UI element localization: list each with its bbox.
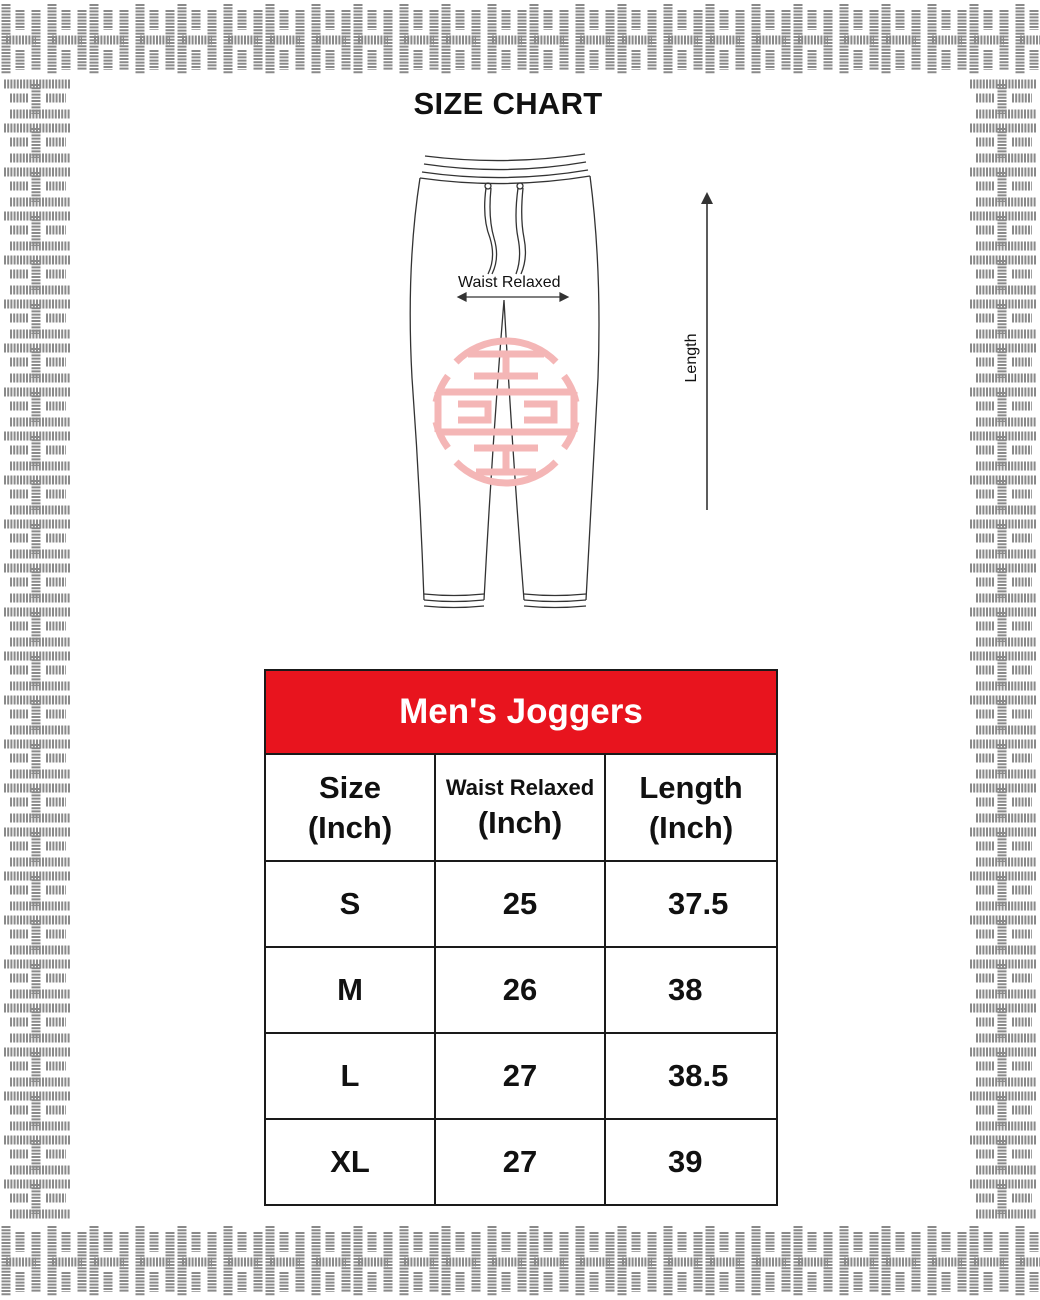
table-title: Men's Joggers bbox=[265, 670, 777, 754]
cell-size: XL bbox=[265, 1119, 435, 1205]
table-row bbox=[265, 1119, 777, 1205]
waist-measurement-label: Waist Relaxed bbox=[458, 274, 561, 291]
decorative-border-right bbox=[966, 78, 1040, 1222]
header-size: Size (Inch) bbox=[265, 754, 435, 861]
size-chart-table bbox=[264, 669, 778, 1206]
table-row bbox=[265, 861, 777, 947]
table-header-row bbox=[265, 754, 777, 861]
cell-waist: 26 bbox=[435, 947, 605, 1033]
cell-size: M bbox=[265, 947, 435, 1033]
length-measurement-label: Length bbox=[683, 333, 700, 383]
cell-length: 38.5 bbox=[605, 1033, 777, 1119]
decorative-border-left bbox=[0, 78, 74, 1222]
header-waist: Waist Relaxed (Inch) bbox=[435, 754, 605, 861]
decorative-border-bottom bbox=[0, 1222, 1040, 1300]
brand-seal-watermark bbox=[428, 332, 584, 492]
page-title: SIZE CHART bbox=[413, 86, 603, 121]
cell-length: 37.5 bbox=[605, 861, 777, 947]
cell-length: 39 bbox=[605, 1119, 777, 1205]
cell-waist: 27 bbox=[435, 1119, 605, 1205]
cell-size: L bbox=[265, 1033, 435, 1119]
decorative-border-top bbox=[0, 0, 1040, 78]
cell-waist: 27 bbox=[435, 1033, 605, 1119]
cell-length: 38 bbox=[605, 947, 777, 1033]
header-length: Length (Inch) bbox=[605, 754, 777, 861]
cell-size: S bbox=[265, 861, 435, 947]
table-row bbox=[265, 947, 777, 1033]
table-row bbox=[265, 1033, 777, 1119]
cell-waist: 25 bbox=[435, 861, 605, 947]
